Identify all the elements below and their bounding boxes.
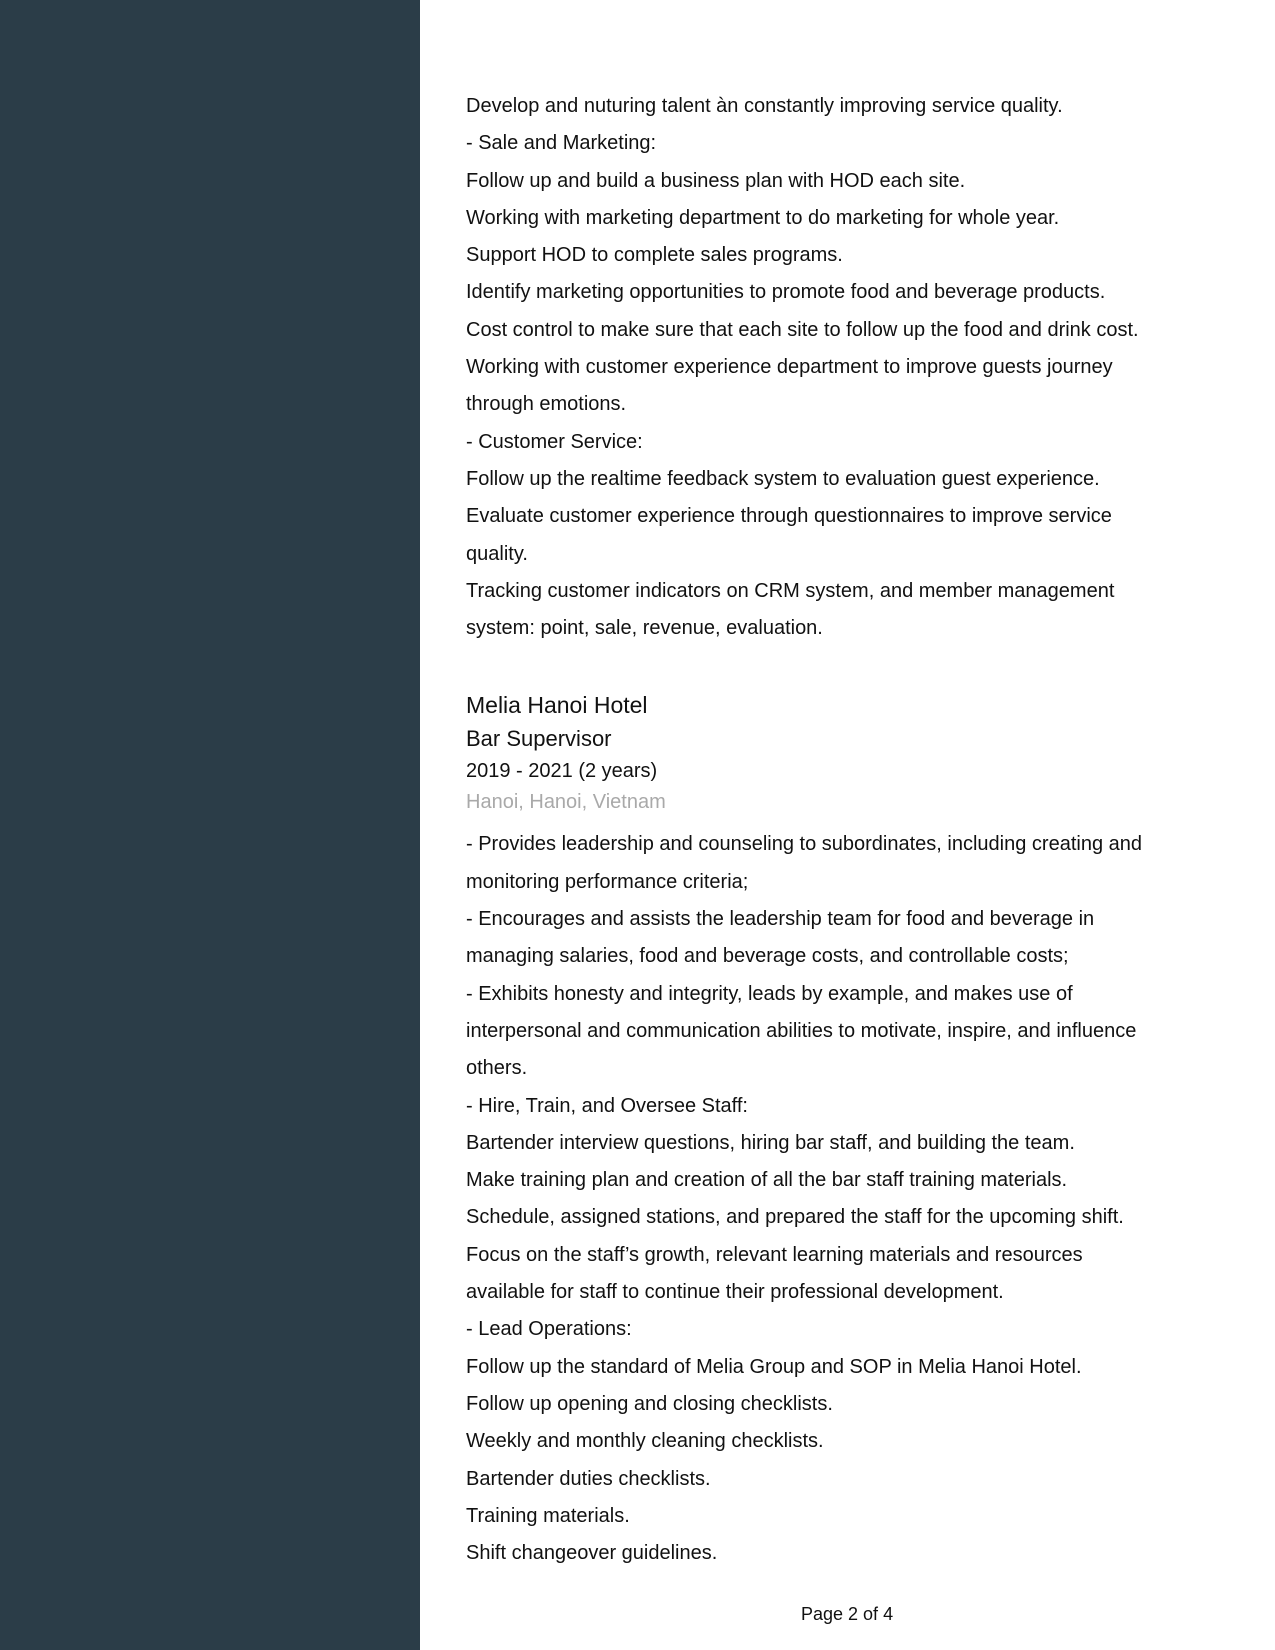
intro-text-block [466, 88, 1226, 647]
text-line: available for staff to continue their professional development. [466, 1281, 1004, 1304]
text-line: Bartender interview questions, hiring bar staff, and building the team. [466, 1131, 1075, 1154]
text-line: Training materials. [466, 1504, 630, 1527]
text-line: Evaluate customer experience through questionnaires to improve service [466, 505, 1112, 528]
job-entry [466, 688, 1226, 1572]
text-line: - Customer Service: [466, 430, 643, 453]
text-line: Develop and nuturing talent àn constantly improving service quality. [466, 95, 1063, 117]
text-line: Weekly and monthly cleaning checklists. [466, 1430, 824, 1453]
text-line: Cost control to make sure that each site to follow up the food and drink cost. [466, 318, 1139, 341]
text-line: Tracking customer indicators on CRM system, and member management [466, 579, 1115, 602]
job-company: Melia Hanoi Hotel [466, 692, 648, 719]
text-line: through emotions. [466, 393, 627, 416]
text-line: Shift changeover guidelines. [466, 1542, 718, 1565]
text-line: - Exhibits honesty and integrity, leads by example, and makes use of [466, 982, 1073, 1005]
job-position: Bar Supervisor [466, 726, 612, 752]
text-line: Follow up the realtime feedback system to evaluation guest experience. [466, 467, 1100, 490]
text-line: interpersonal and communication abilities to motivate, inspire, and influence [466, 1019, 1137, 1042]
page-number: Page 2 of 4 [801, 1604, 894, 1624]
text-line: - Hire, Train, and Oversee Staff: [466, 1094, 748, 1117]
text-line: - Sale and Marketing: [466, 132, 657, 155]
text-line: managing salaries, food and beverage costs, and controllable costs; [466, 945, 1069, 968]
text-line: Schedule, assigned stations, and prepared the staff for the upcoming shift. [466, 1206, 1124, 1229]
text-line: - Lead Operations: [466, 1318, 632, 1341]
text-line: Support HOD to complete sales programs. [466, 244, 843, 267]
text-line: Working with marketing department to do marketing for whole year. [466, 206, 1060, 229]
job-period: 2019 - 2021 (2 years) [466, 760, 658, 783]
text-line: system: point, sale, revenue, evaluation. [466, 617, 823, 640]
main-content [466, 88, 1226, 1572]
text-line: Make training plan and creation of all the bar staff training materials. [466, 1169, 1068, 1192]
text-line: Focus on the staff’s growth, relevant learning materials and resources [466, 1243, 1083, 1266]
text-line: Follow up and build a business plan with HOD each site. [466, 169, 966, 192]
text-line: Follow up the standard of Melia Group and SOP in Melia Hanoi Hotel. [466, 1355, 1082, 1378]
text-line: others. [466, 1057, 528, 1080]
job-description [466, 826, 1226, 1572]
text-line: Bartender duties checklists. [466, 1467, 711, 1490]
text-line: Follow up opening and closing checklists. [466, 1392, 833, 1415]
text-line: - Provides leadership and counseling to subordinates, including creating and [466, 833, 1142, 856]
sidebar-panel [0, 0, 420, 1650]
text-line: quality. [466, 542, 528, 565]
text-line: monitoring performance criteria; [466, 870, 749, 893]
text-line: Working with customer experience department to improve guests journey [466, 356, 1113, 379]
job-location: Hanoi, Hanoi, Vietnam [466, 791, 666, 814]
text-line: Identify marketing opportunities to promote food and beverage products. [466, 281, 1106, 304]
text-line: - Encourages and assists the leadership team for food and beverage in [466, 908, 1095, 931]
